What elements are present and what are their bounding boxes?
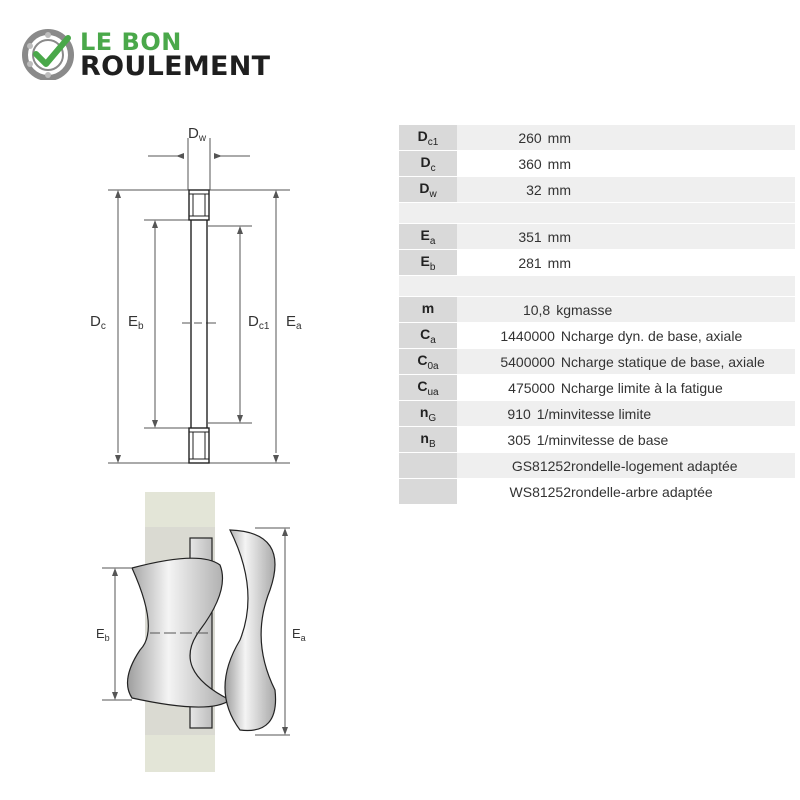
label-ea: $E_a$ <box>286 313 302 332</box>
specs-table <box>399 125 795 505</box>
desc-cell: charge limite à la fatigue <box>571 375 795 401</box>
row-ca <box>399 323 795 349</box>
desc-cell <box>571 125 795 151</box>
symbol-cell: $E_b$ <box>399 250 457 276</box>
row-mass <box>399 297 795 323</box>
row-ea <box>399 224 795 250</box>
bearing-check-icon <box>22 28 74 80</box>
symbol-cell: $D_c$ <box>399 151 457 177</box>
row-shaft-washer <box>399 479 795 505</box>
row-ng <box>399 401 795 427</box>
desc-cell <box>571 177 795 203</box>
desc-cell: rondelle-arbre adaptée <box>571 479 795 505</box>
value-cell: 32 mm <box>457 177 571 203</box>
symbol-cell: $C_{ua}$ <box>399 375 457 401</box>
row-eb <box>399 250 795 276</box>
row-cua <box>399 375 795 401</box>
row-dc1 <box>399 125 795 151</box>
row-housing-washer <box>399 453 795 479</box>
row-c0a <box>399 349 795 375</box>
symbol-cell: $C_a$ <box>399 323 457 349</box>
logo-line2: ROULEMENT <box>80 51 271 82</box>
value-cell: 305 1/min <box>457 427 571 453</box>
value-cell: 1440000 N <box>457 323 571 349</box>
brand-logo[interactable] <box>22 26 302 84</box>
value-cell: 10,8 kg <box>457 297 571 323</box>
bearing-section-drawing <box>80 118 320 468</box>
desc-cell: vitesse limite <box>571 401 795 427</box>
mounting-drawing <box>80 490 320 775</box>
spacer-row <box>399 276 795 297</box>
desc-cell: vitesse de base <box>571 427 795 453</box>
symbol-cell: $D_w$ <box>399 177 457 203</box>
value-cell: 281 mm <box>457 250 571 276</box>
row-dc <box>399 151 795 177</box>
value-cell: 260 mm <box>457 125 571 151</box>
row-nb <box>399 427 795 453</box>
label-dw: $D_w$ <box>188 125 207 144</box>
value-cell: 5400000 N <box>457 349 571 375</box>
symbol-cell: $E_a$ <box>399 224 457 250</box>
symbol-cell <box>399 479 457 505</box>
symbol-cell: $D_{c1}$ <box>399 125 457 151</box>
label-ea-mount: $E_a$ <box>292 626 306 643</box>
desc-cell <box>571 250 795 276</box>
symbol-cell: m <box>399 297 457 323</box>
spacer-row <box>399 203 795 224</box>
value-cell: 910 1/min <box>457 401 571 427</box>
label-eb: $E_b$ <box>128 313 144 332</box>
value-cell: 351 mm <box>457 224 571 250</box>
row-dw <box>399 177 795 203</box>
value-cell: WS81252 <box>457 479 571 505</box>
logo-line1: LE BON <box>80 28 182 56</box>
desc-cell: charge dyn. de base, axiale <box>571 323 795 349</box>
label-dc1: $D_{c1}$ <box>248 313 270 332</box>
label-eb-mount: $E_b$ <box>96 626 110 643</box>
desc-cell: masse <box>571 297 795 323</box>
desc-cell: charge statique de base, axiale <box>571 349 795 375</box>
value-cell: GS81252 <box>457 453 571 479</box>
desc-cell <box>571 151 795 177</box>
symbol-cell: $C_{0a}$ <box>399 349 457 375</box>
value-cell: 360 mm <box>457 151 571 177</box>
desc-cell <box>571 224 795 250</box>
symbol-cell <box>399 453 457 479</box>
symbol-cell: $n_G$ <box>399 401 457 427</box>
desc-cell: rondelle-logement adaptée <box>571 453 795 479</box>
symbol-cell: $n_B$ <box>399 427 457 453</box>
value-cell: 475000 N <box>457 375 571 401</box>
label-dc: $D_c$ <box>90 313 106 332</box>
